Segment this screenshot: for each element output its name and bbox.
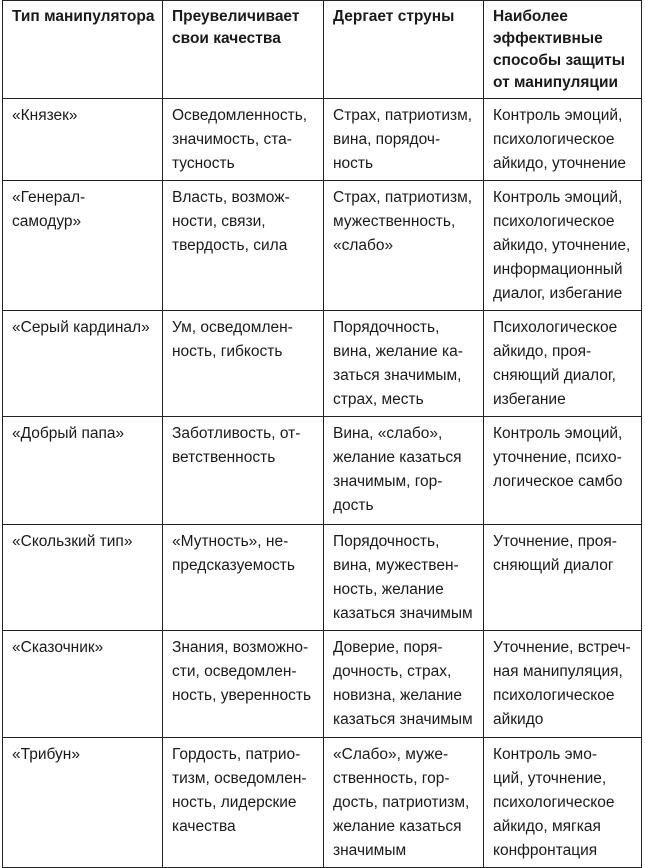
cell-manipulator-type: «Генерал- самодур»: [3, 181, 163, 311]
table-row: [3, 99, 642, 181]
cell-exaggerates-qualities: Ум, осведомлен- ность, гибкость: [163, 311, 324, 417]
cell-exaggerates-qualities: «Мутность», не- предсказуемость: [163, 525, 324, 631]
cell-pulls-strings: Вина, «слабо», желание казаться значимым, гор- дость: [324, 417, 484, 525]
header-defense-methods: Наиболее эффективные способы защиты от манипуляции: [484, 1, 642, 99]
table-row: [3, 525, 642, 631]
manipulator-types-table: [2, 0, 642, 868]
cell-exaggerates-qualities: Власть, возмож- ности, связи, твердость, сила: [163, 181, 324, 311]
header-manipulator-type: Тип манипулятора: [3, 1, 163, 99]
cell-defense-methods: Психологическое айкидо, проя- сняющий диалог, избегание: [484, 311, 642, 417]
table-row: [3, 181, 642, 311]
cell-defense-methods: Контроль эмоций, психологическое айкидо, уточнение, информационный диалог, избегание: [484, 181, 642, 311]
cell-defense-methods: Контроль эмоций, уточнение, психо- логическое самбо: [484, 417, 642, 525]
cell-pulls-strings: Доверие, поря- дочность, страх, новизна, желание казаться значимым: [324, 631, 484, 738]
cell-defense-methods: Уточнение, проя- сняющий диалог: [484, 525, 642, 631]
cell-manipulator-type: «Князек»: [3, 99, 163, 181]
cell-exaggerates-qualities: Знания, возможно- сти, осведомлен- ность, уверенность: [163, 631, 324, 738]
cell-defense-methods: Уточнение, встреч- ная манипуляция, психологическое айкидо: [484, 631, 642, 738]
table-row: [3, 738, 642, 868]
cell-exaggerates-qualities: Заботливость, от- ветственность: [163, 417, 324, 525]
cell-exaggerates-qualities: Гордость, патрио- тизм, осведомлен- ность, лидерские качества: [163, 738, 324, 868]
cell-manipulator-type: «Сказочник»: [3, 631, 163, 738]
cell-manipulator-type: «Серый кардинал»: [3, 311, 163, 417]
table-row: [3, 311, 642, 417]
cell-pulls-strings: Порядочность, вина, желание ка- заться значимым, страх, месть: [324, 311, 484, 417]
header-pulls-strings: Дергает струны: [324, 1, 484, 99]
cell-manipulator-type: «Добрый папа»: [3, 417, 163, 525]
cell-pulls-strings: Порядочность, вина, мужествен- ность, желание казаться значимым: [324, 525, 484, 631]
table-row: [3, 417, 642, 525]
table-row: [3, 631, 642, 738]
cell-defense-methods: Контроль эмоций, психологическое айкидо, уточнение: [484, 99, 642, 181]
cell-defense-methods: Контроль эмо- ций, уточнение, психологическое айкидо, мягкая конфронтация: [484, 738, 642, 868]
cell-exaggerates-qualities: Осведомленность, значимость, ста- тусность: [163, 99, 324, 181]
cell-pulls-strings: Страх, патриотизм, вина, порядоч- ность: [324, 99, 484, 181]
cell-pulls-strings: «Слабо», муже- ственность, гор- дость, патриотизм, желание казаться значимым: [324, 738, 484, 868]
cell-manipulator-type: «Трибун»: [3, 738, 163, 868]
cell-manipulator-type: «Скользкий тип»: [3, 525, 163, 631]
table-header-row: [3, 1, 642, 99]
header-exaggerates-qualities: Преувеличивает свои качества: [163, 1, 324, 99]
cell-pulls-strings: Страх, патриотизм, мужественность, «слабо»: [324, 181, 484, 311]
